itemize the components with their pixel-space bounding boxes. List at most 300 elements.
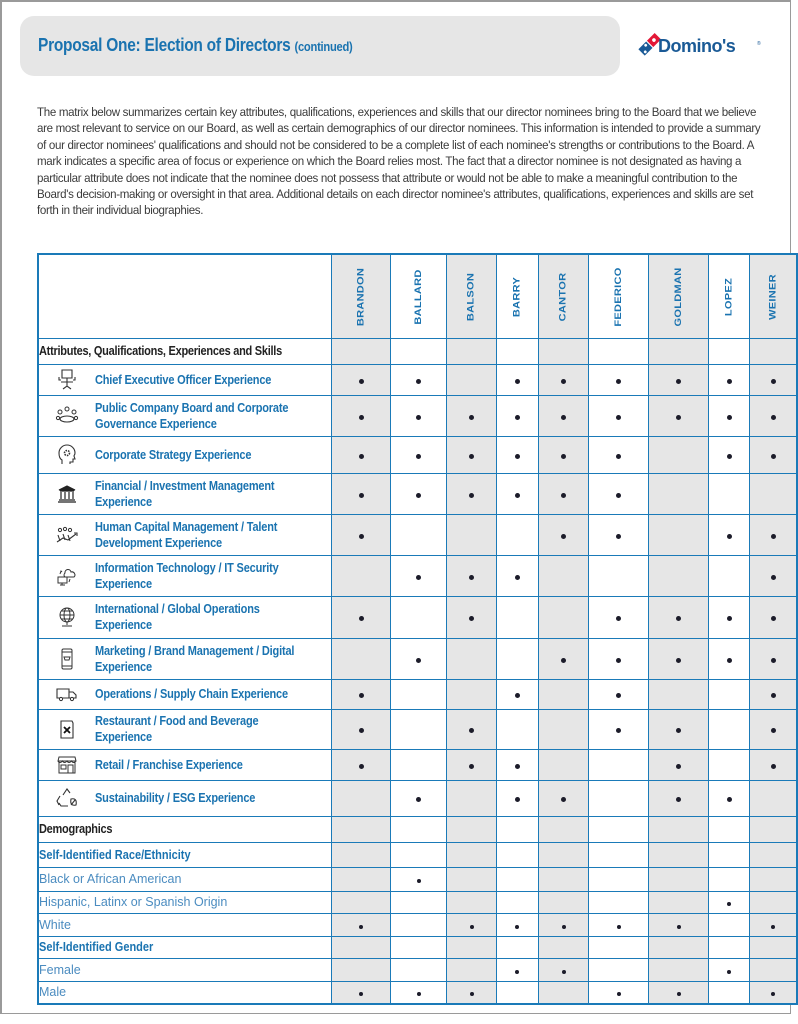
matrix-cell <box>496 364 538 395</box>
mark-dot-icon <box>359 925 363 929</box>
mark-dot-icon <box>727 379 732 384</box>
matrix-cell <box>496 638 538 679</box>
matrix-cell <box>539 338 589 364</box>
attribute-label <box>95 560 304 592</box>
storefront-icon <box>39 753 95 777</box>
matrix-cell <box>391 749 447 780</box>
mark-dot-icon <box>771 992 775 996</box>
mark-dot-icon <box>561 534 566 539</box>
mark-dot-icon <box>727 970 731 974</box>
matrix-cell <box>331 709 390 749</box>
matrix-cell <box>447 555 496 596</box>
matrix-cell <box>331 638 390 679</box>
recycle-leaf-icon <box>39 786 95 810</box>
matrix-cell <box>750 842 797 867</box>
attribute-row <box>38 679 797 709</box>
matrix-cell <box>709 842 750 867</box>
matrix-cell <box>588 981 648 1004</box>
matrix-cell <box>750 555 797 596</box>
mark-dot-icon <box>676 797 681 802</box>
attribute-label-line: Experience <box>95 659 152 674</box>
matrix-cell <box>331 596 390 638</box>
office-chair-icon <box>39 368 95 392</box>
matrix-cell <box>539 514 589 555</box>
matrix-cell <box>750 709 797 749</box>
mark-dot-icon <box>416 797 421 802</box>
mark-dot-icon <box>727 902 731 906</box>
matrix-cell <box>588 395 648 436</box>
section-heading: Demographics <box>39 822 113 836</box>
mark-dot-icon <box>515 379 520 384</box>
matrix-cell <box>391 596 447 638</box>
matrix-cell <box>649 936 709 958</box>
matrix-cell <box>709 891 750 913</box>
attribute-label <box>95 713 281 745</box>
attribute-label-line: Development Experience <box>95 535 222 550</box>
matrix-cell <box>496 338 538 364</box>
matrix-cell <box>496 842 538 867</box>
demographic-label: Female <box>38 958 331 981</box>
nominee-name: FEDERICO <box>613 267 624 327</box>
mark-dot-icon <box>676 764 681 769</box>
mark-dot-icon <box>469 415 474 420</box>
matrix-cell <box>391 867 447 891</box>
mark-dot-icon <box>771 575 776 580</box>
attribute-label <box>95 519 302 551</box>
mark-dot-icon <box>771 454 776 459</box>
matrix-cell <box>750 679 797 709</box>
matrix-cell <box>496 913 538 936</box>
matrix-cell <box>649 749 709 780</box>
matrix-cell <box>649 555 709 596</box>
matrix-cell <box>588 816 648 842</box>
attributes-section-row <box>38 338 797 364</box>
matrix-cell <box>331 981 390 1004</box>
nominee-column-header <box>331 254 390 338</box>
matrix-cell <box>649 780 709 816</box>
matrix-cell <box>331 338 390 364</box>
matrix-cell <box>496 555 538 596</box>
matrix-cell <box>391 338 447 364</box>
matrix-cell <box>496 958 538 981</box>
mark-dot-icon <box>470 925 474 929</box>
attribute-row <box>38 749 797 780</box>
mark-dot-icon <box>727 797 732 802</box>
attribute-row <box>38 596 797 638</box>
matrix-cell <box>539 364 589 395</box>
mark-dot-icon <box>359 415 364 420</box>
matrix-cell <box>447 679 496 709</box>
nominee-column-header <box>539 254 589 338</box>
matrix-cell <box>539 936 589 958</box>
attribute-label <box>95 478 299 510</box>
matrix-cell <box>750 473 797 514</box>
nominee-column-header <box>496 254 538 338</box>
matrix-cell <box>391 842 447 867</box>
gender-header-row-label <box>38 936 331 958</box>
mark-dot-icon <box>359 454 364 459</box>
mark-dot-icon <box>470 992 474 996</box>
mark-dot-icon <box>771 693 776 698</box>
attribute-label-line: Human Capital Management / Talent <box>95 519 278 534</box>
mark-dot-icon <box>771 415 776 420</box>
menu-utensils-icon <box>39 717 95 741</box>
mark-dot-icon <box>771 379 776 384</box>
matrix-cell <box>649 913 709 936</box>
intro-text: The matrix below summarizes certain key attributes, qualifications, experiences and skills that our director nominees bring to the Board that we believe are most relevant to service on our Board, as well as certain demographics of our director nominees. This information is intended to provide a summary of our director nominees' qualifications and should not be considered to be a complete list of each nominee's strengths or contributions to the Board. A mark indicates a specific area of focus or experience on which the Board relies most. The fact that a director nominee is not designated as having a particular attribute does not indicate that the nominee does not possess that attribute or would not be able to make a meaningful contribution to the Board's decision-making or oversight in that area. Additional details on each director nominee's attributes, qualifications, experiences and skills are set forth in their individual biographies. <box>37 105 761 218</box>
matrix-cell <box>539 780 589 816</box>
mark-dot-icon <box>617 925 621 929</box>
matrix-cell <box>447 638 496 679</box>
matrix-cell <box>588 780 648 816</box>
dominos-logo <box>636 30 766 64</box>
matrix-cell <box>750 867 797 891</box>
matrix-cell <box>496 709 538 749</box>
attribute-row <box>38 638 797 679</box>
matrix-cell <box>496 514 538 555</box>
matrix-cell <box>496 473 538 514</box>
matrix-cell <box>588 958 648 981</box>
matrix-cell <box>331 816 390 842</box>
matrix-cell <box>391 780 447 816</box>
matrix-cell <box>750 638 797 679</box>
mark-dot-icon <box>616 658 621 663</box>
mark-dot-icon <box>515 575 520 580</box>
matrix-cell <box>649 891 709 913</box>
matrix-cell <box>588 913 648 936</box>
matrix-cell <box>447 395 496 436</box>
matrix-cell <box>447 338 496 364</box>
matrix-cell <box>447 436 496 473</box>
mark-dot-icon <box>771 658 776 663</box>
matrix-cell <box>539 638 589 679</box>
header-corner-cell <box>38 254 331 338</box>
mark-dot-icon <box>561 415 566 420</box>
mark-dot-icon <box>616 728 621 733</box>
mark-dot-icon <box>515 454 520 459</box>
matrix-cell <box>709 913 750 936</box>
mark-dot-icon <box>561 797 566 802</box>
matrix-cell <box>709 749 750 780</box>
attribute-row <box>38 514 797 555</box>
nominee-column-header <box>649 254 709 338</box>
matrix-cell <box>391 913 447 936</box>
attribute-label <box>95 686 314 702</box>
mark-dot-icon <box>677 992 681 996</box>
attribute-label <box>95 601 282 633</box>
attribute-label-cell <box>38 514 331 555</box>
matrix-cell <box>649 679 709 709</box>
mark-dot-icon <box>561 379 566 384</box>
matrix-cell <box>391 555 447 596</box>
page-title <box>38 35 353 56</box>
matrix-cell <box>331 436 390 473</box>
attribute-label-line: Retail / Franchise Experience <box>95 757 243 772</box>
matrix-cell <box>391 679 447 709</box>
matrix-cell <box>750 514 797 555</box>
matrix-cell <box>649 338 709 364</box>
attribute-label <box>95 757 263 773</box>
matrix-cell <box>496 749 538 780</box>
matrix-cell <box>391 936 447 958</box>
race-row <box>38 867 797 891</box>
attribute-label-line: Sustainability / ESG Experience <box>95 791 256 805</box>
attribute-label-line: Experience <box>95 730 152 744</box>
matrix-cell <box>709 338 750 364</box>
mark-dot-icon <box>416 379 421 384</box>
matrix-cell <box>539 981 589 1004</box>
matrix-cell <box>709 596 750 638</box>
matrix-cell <box>391 436 447 473</box>
mark-dot-icon <box>616 693 621 698</box>
director-skills-matrix <box>37 253 798 1005</box>
mark-dot-icon <box>515 764 520 769</box>
mark-dot-icon <box>676 728 681 733</box>
mark-dot-icon <box>359 616 364 621</box>
mark-dot-icon <box>515 970 519 974</box>
nominee-column-header <box>447 254 496 338</box>
attribute-label-line: Experience <box>95 576 152 591</box>
matrix-cell <box>447 981 496 1004</box>
nominee-name: GOLDMAN <box>673 267 684 327</box>
matrix-cell <box>331 679 390 709</box>
matrix-cell <box>588 514 648 555</box>
mark-dot-icon <box>561 658 566 663</box>
matrix-cell <box>539 473 589 514</box>
nominee-name: BARRY <box>512 277 523 318</box>
mobile-cart-icon <box>39 647 95 671</box>
mark-dot-icon <box>416 493 421 498</box>
attribute-label-line: Information Technology / IT Security <box>95 560 279 575</box>
matrix-cell <box>649 436 709 473</box>
matrix-cell <box>391 395 447 436</box>
matrix-cell <box>496 436 538 473</box>
matrix-cell <box>709 638 750 679</box>
mark-dot-icon <box>727 415 732 420</box>
matrix-cell <box>649 638 709 679</box>
mark-dot-icon <box>515 797 520 802</box>
attributes-section-row-label <box>38 338 331 364</box>
matrix-cell <box>539 596 589 638</box>
matrix-cell <box>447 596 496 638</box>
mark-dot-icon <box>562 925 566 929</box>
matrix-cell <box>447 514 496 555</box>
nominee-name: BRANDON <box>356 268 366 327</box>
mark-dot-icon <box>469 575 474 580</box>
attribute-label-line: Experience <box>95 494 152 509</box>
mark-dot-icon <box>616 454 621 459</box>
matrix-cell <box>331 780 390 816</box>
mark-dot-icon <box>616 379 621 384</box>
attribute-label-cell <box>38 555 331 596</box>
attribute-label-cell <box>38 749 331 780</box>
attribute-label-cell <box>38 679 331 709</box>
matrix-cell <box>709 679 750 709</box>
gender-row <box>38 958 797 981</box>
mark-dot-icon <box>727 454 732 459</box>
matrix-cell <box>588 709 648 749</box>
mark-dot-icon <box>417 992 421 996</box>
matrix-cell <box>539 816 589 842</box>
mark-dot-icon <box>359 992 363 996</box>
nominee-name: LOPEZ <box>724 278 734 317</box>
matrix-cell <box>649 364 709 395</box>
matrix-cell <box>391 816 447 842</box>
matrix-cell <box>750 913 797 936</box>
gender-row <box>38 981 797 1004</box>
people-growth-icon <box>39 523 95 547</box>
matrix-cell <box>750 816 797 842</box>
head-gear-icon <box>39 443 95 467</box>
attribute-label-cell <box>38 436 331 473</box>
matrix-cell <box>709 958 750 981</box>
mark-dot-icon <box>617 992 621 996</box>
matrix-cell <box>539 867 589 891</box>
matrix-cell <box>750 436 797 473</box>
matrix-cell <box>331 395 390 436</box>
mark-dot-icon <box>676 379 681 384</box>
section-heading: Self-Identified Gender <box>39 940 154 954</box>
globe-icon <box>39 605 95 629</box>
attribute-label <box>95 447 273 463</box>
mark-dot-icon <box>469 728 474 733</box>
mark-dot-icon <box>676 415 681 420</box>
attribute-label-line: Chief Executive Officer Experience <box>95 372 272 387</box>
matrix-cell <box>391 891 447 913</box>
race-header-row-label <box>38 842 331 867</box>
matrix-cell <box>750 936 797 958</box>
mark-dot-icon <box>727 616 732 621</box>
mark-dot-icon <box>416 415 421 420</box>
attribute-label <box>95 400 315 432</box>
matrix-cell <box>709 436 750 473</box>
attribute-row <box>38 473 797 514</box>
mark-dot-icon <box>416 575 421 580</box>
demographic-label: Male <box>38 981 331 1004</box>
mark-dot-icon <box>469 454 474 459</box>
matrix-cell <box>588 891 648 913</box>
matrix-cell <box>391 709 447 749</box>
matrix-cell <box>391 981 447 1004</box>
mark-dot-icon <box>561 454 566 459</box>
matrix-cell <box>588 364 648 395</box>
matrix-cell <box>649 981 709 1004</box>
matrix-cell <box>447 936 496 958</box>
mark-dot-icon <box>771 764 776 769</box>
matrix-cell <box>447 364 496 395</box>
section-heading: Self-Identified Race/Ethnicity <box>39 847 191 862</box>
matrix-cell <box>496 679 538 709</box>
attribute-label-line: Corporate Strategy Experience <box>95 447 252 462</box>
matrix-cell <box>539 395 589 436</box>
matrix-cell <box>331 958 390 981</box>
matrix-cell <box>709 364 750 395</box>
matrix-cell <box>649 816 709 842</box>
matrix-cell <box>331 555 390 596</box>
attribute-label-cell <box>38 473 331 514</box>
matrix-cell <box>709 473 750 514</box>
demographic-label: White <box>38 913 331 936</box>
race-row <box>38 913 797 936</box>
delivery-truck-icon <box>39 682 95 706</box>
attribute-row <box>38 436 797 473</box>
race-header-row <box>38 842 797 867</box>
section-heading: Attributes, Qualifications, Experiences and Skills <box>39 344 282 358</box>
mark-dot-icon <box>616 493 621 498</box>
matrix-cell <box>649 867 709 891</box>
matrix-cell <box>588 596 648 638</box>
matrix-cell <box>709 867 750 891</box>
attribute-label-cell <box>38 364 331 395</box>
matrix-cell <box>331 867 390 891</box>
attribute-label-cell <box>38 395 331 436</box>
attribute-label-cell <box>38 638 331 679</box>
matrix-cell <box>447 816 496 842</box>
matrix-cell <box>649 395 709 436</box>
mark-dot-icon <box>359 493 364 498</box>
matrix-cell <box>750 780 797 816</box>
matrix-cell <box>447 749 496 780</box>
matrix-cell <box>331 364 390 395</box>
attribute-row <box>38 709 797 749</box>
matrix-cell <box>709 709 750 749</box>
attribute-label <box>95 790 277 806</box>
matrix-cell <box>649 709 709 749</box>
mark-dot-icon <box>771 925 775 929</box>
race-row <box>38 891 797 913</box>
matrix-cell <box>750 749 797 780</box>
intro-paragraph <box>37 104 762 219</box>
attribute-row <box>38 555 797 596</box>
mark-dot-icon <box>771 728 776 733</box>
nominee-column-header <box>709 254 750 338</box>
mark-dot-icon <box>616 616 621 621</box>
mark-dot-icon <box>676 658 681 663</box>
matrix-cell <box>750 981 797 1004</box>
matrix-cell <box>496 780 538 816</box>
attribute-label-cell <box>38 709 331 749</box>
attribute-label <box>95 372 295 388</box>
matrix-cell <box>447 891 496 913</box>
nominee-column-header <box>588 254 648 338</box>
matrix-cell <box>331 749 390 780</box>
attribute-label-line: Experience <box>95 618 152 632</box>
attribute-label-cell <box>38 596 331 638</box>
matrix-cell <box>539 679 589 709</box>
attribute-label-line: Financial / Investment Management <box>95 478 275 493</box>
attribute-label-line: Marketing / Brand Management / Digital <box>95 643 295 658</box>
matrix-cell <box>331 514 390 555</box>
matrix-cell <box>649 473 709 514</box>
attribute-row <box>38 780 797 816</box>
attribute-label-cell <box>38 780 331 816</box>
demographic-label: Black or African American <box>38 867 331 891</box>
matrix-cell <box>391 514 447 555</box>
matrix-cell <box>750 958 797 981</box>
mark-dot-icon <box>562 970 566 974</box>
matrix-cell <box>496 891 538 913</box>
gender-header-row <box>38 936 797 958</box>
matrix-cell <box>539 958 589 981</box>
matrix-cell <box>588 936 648 958</box>
demographic-label: Hispanic, Latinx or Spanish Origin <box>38 891 331 913</box>
nominee-column-header <box>750 254 797 338</box>
attribute-row <box>38 395 797 436</box>
matrix-cell <box>447 913 496 936</box>
bank-building-icon <box>39 482 95 506</box>
mark-dot-icon <box>417 879 421 883</box>
matrix-cell <box>539 709 589 749</box>
